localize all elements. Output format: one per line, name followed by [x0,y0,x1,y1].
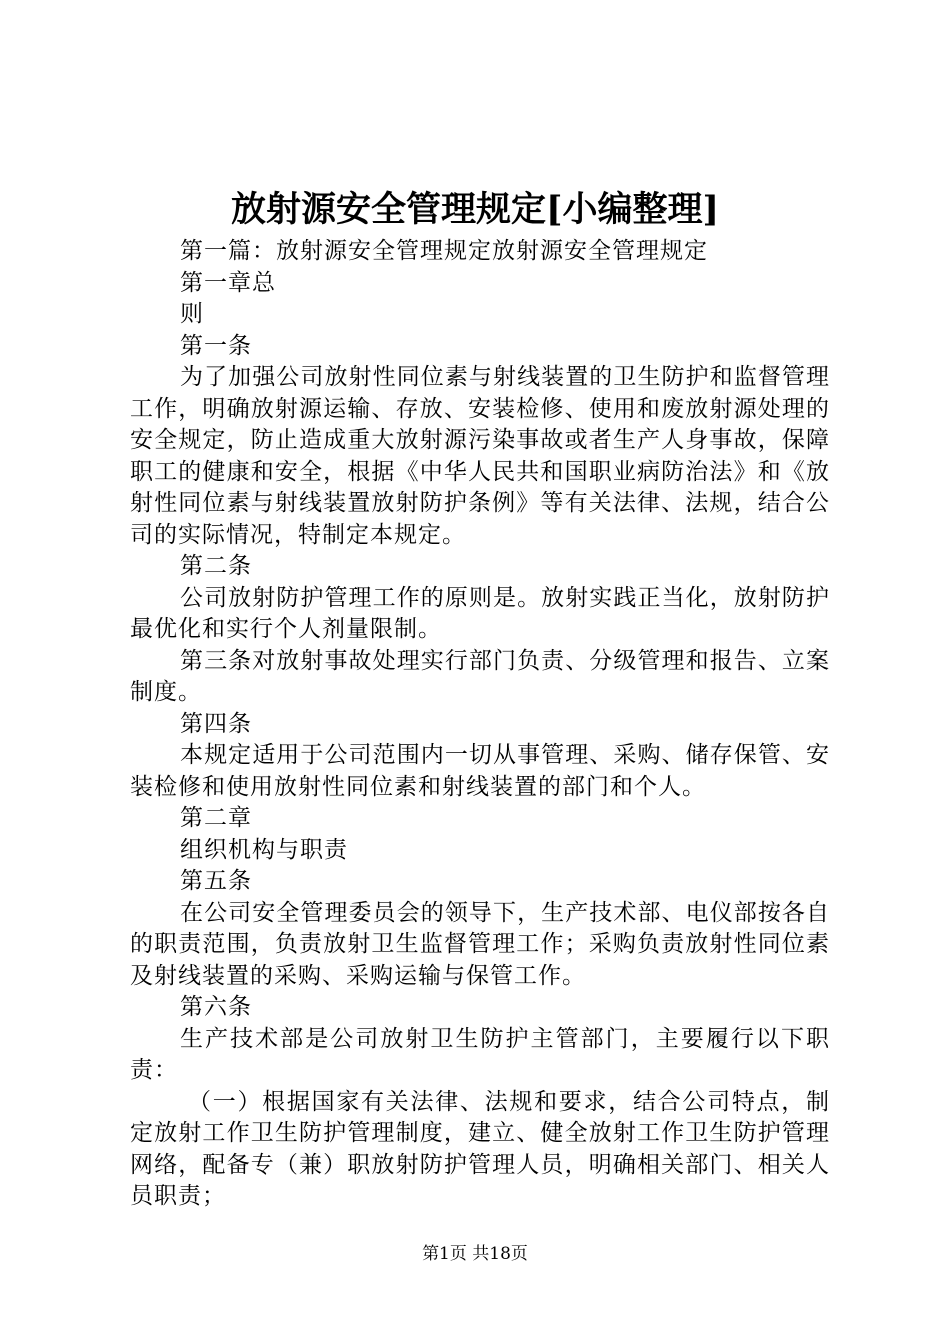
page-footer: 第1页 共18页 [422,1244,528,1264]
body-paragraph: 第二条 [180,553,252,579]
document-title: 放射源安全管理规定[小编整理] [230,189,720,230]
body-paragraph: 第四条 [180,710,252,737]
body-paragraph: 公司放射防护管理工作的原则是。放射实践正当化，放射防护最优化和实行个人剂量限制。 [130,584,830,642]
document-body [130,236,830,1213]
body-paragraph: 为了加强公司放射性同位素与射线装置的卫生防护和监督管理工作，明确放射源运输、存放、安装检修、使用和废放射源处理的安全规定，防止造成重大放射源污染事故或者生产人身事故，保障职工的健康和安全，根据《中华人民共和国职业病防治法》和《放射性同位素与射线装置放射防护条例》等有关法律、法规，结合公司的实际情况，特制定本规定。 [130,364,830,548]
body-paragraph: 第一篇：放射源安全管理规定放射源安全管理规定 [180,238,708,264]
body-paragraph: 第六条 [180,994,252,1020]
body-paragraph: 第二章 [180,805,252,831]
body-paragraph: 第一章总 [180,269,276,296]
body-paragraph: （一）根据国家有关法律、法规和要求，结合公司特点，制定放射工作卫生防护管理制度，建立、健全放射工作卫生防护管理网络，配备专（兼）职放射防护管理人员，明确相关部门、相关人员职责； [130,1088,830,1209]
body-paragraph: 在公司安全管理委员会的领导下，生产技术部、电仪部按各自的职责范围，负责放射卫生监督管理工作；采购负责放射性同位素及射线装置的采购、采购运输与保管工作。 [130,899,830,989]
body-paragraph: 生产技术部是公司放射卫生防护主管部门，主要履行以下职责： [130,1025,830,1083]
body-paragraph: 本规定适用于公司范围内一切从事管理、采购、储存保管、安装检修和使用放射性同位素和射线装置的部门和个人。 [130,742,830,800]
body-paragraph: 则 [180,301,204,327]
body-paragraph: 组织机构与职责 [180,836,348,863]
body-paragraph: 第三条对放射事故处理实行部门负责、分级管理和报告、立案制度。 [130,647,830,705]
body-paragraph: 第五条 [180,868,252,894]
body-paragraph: 第一条 [180,332,252,359]
